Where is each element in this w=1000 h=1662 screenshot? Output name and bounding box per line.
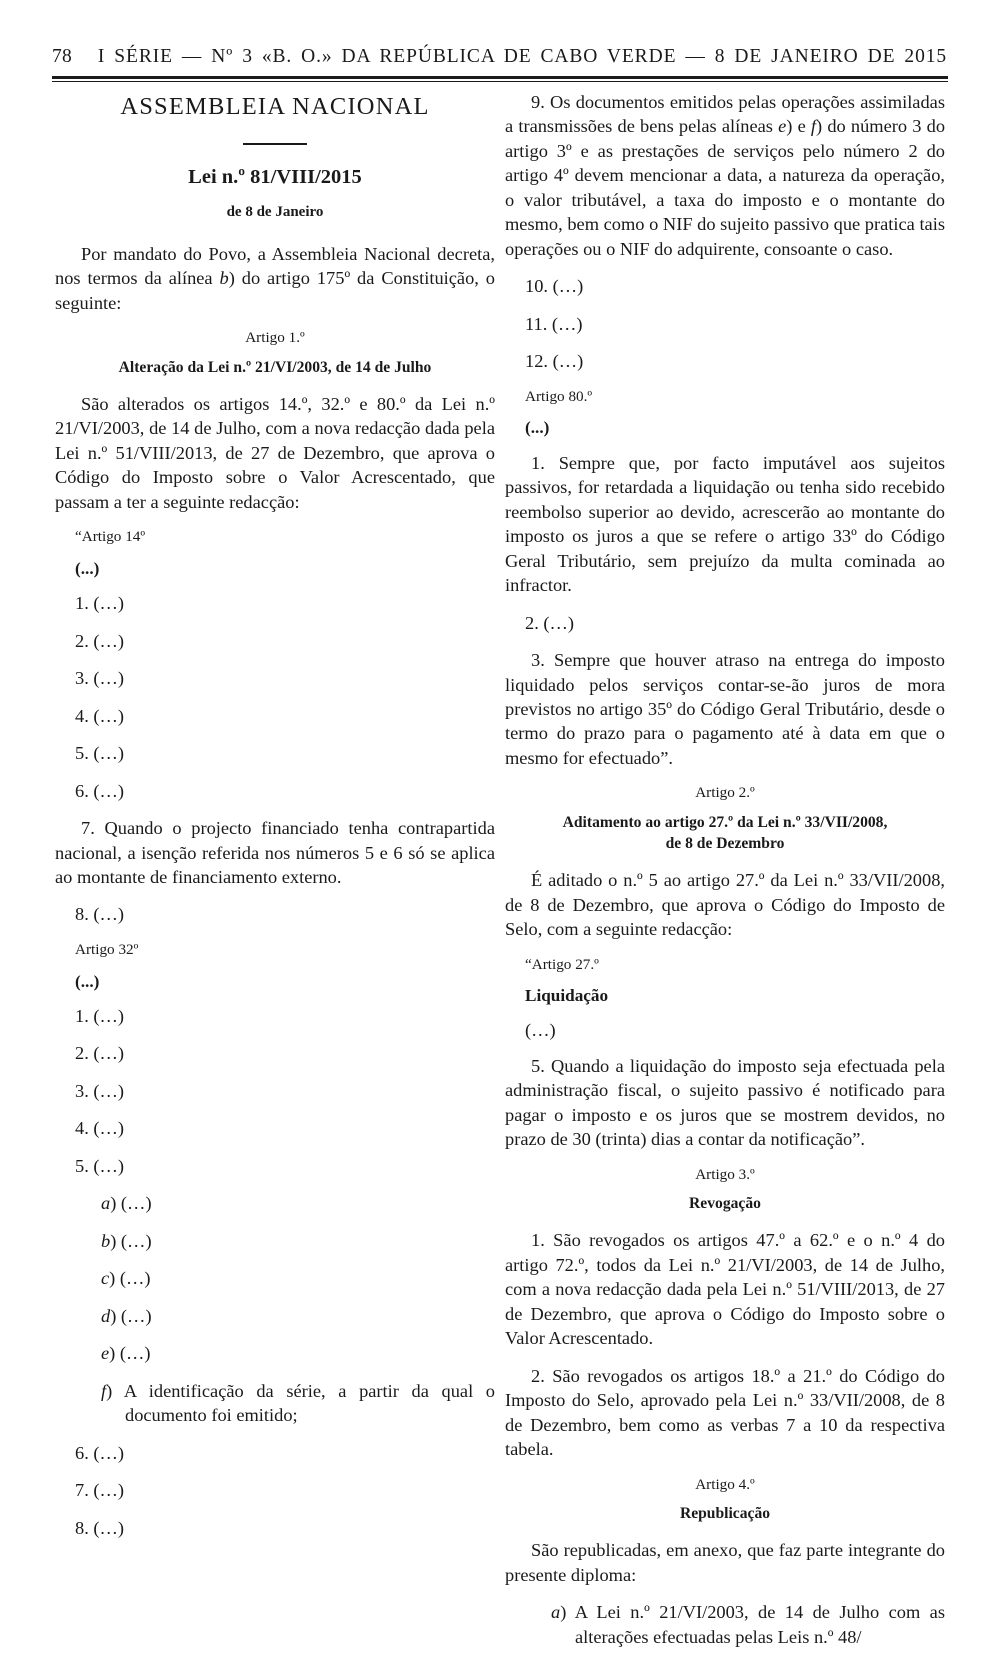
law-title: Lei n.º 81/VIII/2015 (188, 166, 362, 189)
artigo-4-alpha-list (505, 1600, 945, 1649)
quoted-artigo-14-label: “Artigo 14º (75, 528, 146, 546)
alpha-text: ) (…) (110, 1230, 152, 1251)
list-item: 7. (…) (75, 1480, 125, 1501)
artigo-14-item-list (55, 591, 495, 803)
liquidacao-heading: Liquidação (525, 986, 609, 1006)
artigo-80-ellipsis: (...) (525, 418, 550, 438)
list-item: 5. (…) (75, 1155, 125, 1176)
list-item (505, 1600, 945, 1649)
item9-italic-f: f (810, 116, 817, 137)
list-item: 2. (…) (525, 612, 575, 633)
artigo-4-heading: Republicação (679, 1505, 771, 1523)
artigo-2-body: É aditado o n.º 5 ao artigo 27.º da Lei n.º 33/VII/2008, de 8 de Dezembro, que aprova o Código do Imposto de Selo, com a seguinte redacção: (505, 870, 945, 940)
alpha-letter: a (101, 1193, 111, 1214)
masthead-divider (243, 143, 307, 145)
artigo-32-item-list (55, 1004, 495, 1178)
item9-mid: ) e (786, 116, 811, 137)
alpha-letter: a (551, 1602, 561, 1623)
list-item (55, 1191, 495, 1215)
running-head (52, 46, 948, 76)
artigo-3-item-1: 1. São revogados os artigos 47.º a 62.º e o n.º 4 do artigo 72.º, todos da Lei n.º 21/VI/2003, de 14 de Julho, com a nova redacção dada pela Lei n.º 51/VIII/2013, de 27 de Dezembro, que aprova o Código do Imposto sobre o Valor Acrescentado. (505, 1230, 945, 1349)
artigo-32-alpha-list (55, 1191, 495, 1427)
list-item: 1. (…) (75, 593, 125, 614)
artigo-14-item-9 (505, 90, 945, 261)
masthead-divider-wrap (55, 143, 495, 145)
alpha-text: ) (…) (109, 1268, 151, 1289)
list-item: 3. (…) (75, 1080, 125, 1101)
artigo-4-body: São republicadas, em anexo, que faz parte integrante do presente diploma: (505, 1540, 945, 1585)
quoted-artigo-27-label: “Artigo 27.º (525, 955, 599, 973)
artigo-1-label: Artigo 1.º (245, 328, 305, 346)
alpha-text: ) (…) (110, 1305, 152, 1326)
artigo-80-item-2-list (505, 611, 945, 635)
artigo-14-item-7: 7. Quando o projecto financiado tenha contrapartida nacional, a isenção referida nos números 5 e 6 só se aplica ao montante de financiamento externo. (55, 818, 495, 887)
law-date: de 8 de Janeiro (226, 203, 324, 220)
artigo-2-label: Artigo 2.º (695, 784, 755, 802)
artigo-14-ellipsis: (...) (75, 558, 100, 578)
list-item: 10. (…) (525, 276, 584, 297)
item9-pre: 9. Os documentos emitidos pelas operações assimiladas a transmissões de bens pelas alíneas (505, 92, 945, 137)
alpha-text: ) (…) (110, 1193, 152, 1214)
artigo-80-item-3: 3. Sempre que houver atraso na entrega do imposto liquidado pelos serviços contar-se-ão juros de mora previstos no artigo 35º do Código Geral Tributário, desde o termo do prazo para o pagamento até à data em que o mesmo for efectuado”. (505, 650, 945, 768)
preamble-paragraph (55, 242, 495, 315)
alpha-letter: b (101, 1230, 111, 1251)
list-item: 8. (…) (75, 1517, 125, 1538)
artigo-80-item-1: 1. Sempre que, por facto imputável aos sujeitos passivos, for retardada a liquidação ou tenha sido recebido reembolso superior ao devido, acrescerão ao montante do imposto os juros a que se refere o artigo 33º do Código Geral Tributário, sem prejuízo da multa cominada ao infractor. (505, 452, 945, 596)
alpha-letter: c (101, 1268, 110, 1289)
page-number: 78 (52, 46, 72, 67)
artigo-3-item-2: 2. São revogados os artigos 18.º a 21.º do Código do Imposto do Selo, aprovado pela Lei n.º 33/VII/2008, de 8 de Dezembro, bem como as verbas 7 a 10 da respectiva tabela. (505, 1365, 945, 1460)
preamble-italic: b (219, 268, 229, 289)
artigo-14-items-10-12 (505, 274, 945, 373)
preamble-pre: Por mandato do Povo, a Assembleia Nacional decreta, nos termos da alínea (55, 243, 495, 289)
artigo-32-ellipsis: (...) (75, 971, 100, 991)
list-item: 4. (…) (75, 1118, 125, 1139)
list-item: 8. (…) (75, 904, 125, 925)
list-item: 2. (…) (75, 630, 125, 651)
artigo-1-body: São alterados os artigos 14.º, 32.º e 80.º da Lei n.º 21/VI/2003, de 14 de Julho, com a nova redacção dada pela Lei n.º 51/VIII/2013, de 27 de Dezembro, que aprova o Código do Imposto sobre o Valor Acrescentado, que passam a ter a seguinte redacção: (55, 393, 495, 512)
quoted-artigo-32-label: Artigo 32º (75, 940, 139, 958)
list-item (55, 1229, 495, 1253)
alpha-text: ) (…) (109, 1343, 151, 1364)
list-item (55, 1304, 495, 1328)
list-item: 5. (…) (75, 743, 125, 764)
header-rule-thin (52, 81, 948, 82)
alpha-text: ) A Lei n.º 21/VI/2003, de 14 de Julho com as alterações efectuadas pelas Leis n.º 48/ (560, 1602, 945, 1647)
artigo-2-heading-line2: de 8 de Dezembro (665, 835, 785, 853)
list-item: 6. (…) (75, 1442, 125, 1463)
artigo-32-tail-list (55, 1441, 495, 1540)
list-item: 1. (…) (75, 1006, 125, 1027)
artigo-27-item-5: 5. Quando a liquidação do imposto seja efectuada pela administração fiscal, o sujeito passivo é notificado para pagar o imposto e os juros que se mostrem devidos, no prazo de 30 (trinta) dias a contar da notificação”. (505, 1055, 945, 1150)
item9-post: ) do número 3 do artigo 3º e as prestações de serviços pelo número 2 do artigo 4º devem mencionar a data, a natureza da operação, o valor tributável, a taxa do imposto e o montante do mesmo, bem como o NIF do sujeito passivo que pratica tais operações ou o NIF do adquirente, consoante o caso. (505, 116, 946, 259)
list-item: 3. (…) (75, 668, 125, 689)
list-item: 11. (…) (525, 313, 583, 334)
artigo-14-item-8-list (55, 902, 495, 926)
alpha-letter: d (101, 1305, 111, 1326)
artigo-3-heading: Revogação (689, 1195, 761, 1213)
left-column (55, 90, 495, 1553)
running-head-title: I SÉRIE — Nº 3 «B. O.» DA REPÚBLICA DE CABO VERDE — 8 DE JANEIRO DE 2015 (97, 46, 948, 67)
header-rule-thick (52, 76, 948, 79)
list-item: 4. (…) (75, 705, 125, 726)
artigo-2-heading (505, 812, 945, 854)
preamble-post: ) do artigo 175º da Constituição, o seguinte: (55, 268, 495, 313)
artigo-27-ellipsis: (…) (525, 1019, 556, 1040)
quoted-artigo-80-label: Artigo 80.º (525, 387, 593, 405)
right-column (505, 90, 945, 1662)
list-item: 12. (…) (525, 351, 584, 372)
alpha-letter: f (101, 1380, 107, 1401)
alpha-text: ) A identificação da série, a partir da qual o documento foi emitido; (106, 1380, 495, 1426)
list-item: 6. (…) (75, 780, 125, 801)
artigo-2-heading-line1: Aditamento ao artigo 27.º da Lei n.º 33/VII/2008, (562, 814, 888, 832)
artigo-3-label: Artigo 3.º (695, 1165, 755, 1183)
list-item: 2. (…) (75, 1043, 125, 1064)
masthead: ASSEMBLEIA NACIONAL (120, 93, 430, 120)
artigo-4-label: Artigo 4.º (695, 1475, 755, 1493)
alpha-letter: e (101, 1343, 110, 1364)
list-item (55, 1266, 495, 1290)
item9-italic-e: e (778, 116, 787, 137)
list-item (55, 1341, 495, 1365)
artigo-1-heading: Alteração da Lei n.º 21/VI/2003, de 14 de Julho (118, 358, 432, 376)
list-item (55, 1379, 495, 1428)
